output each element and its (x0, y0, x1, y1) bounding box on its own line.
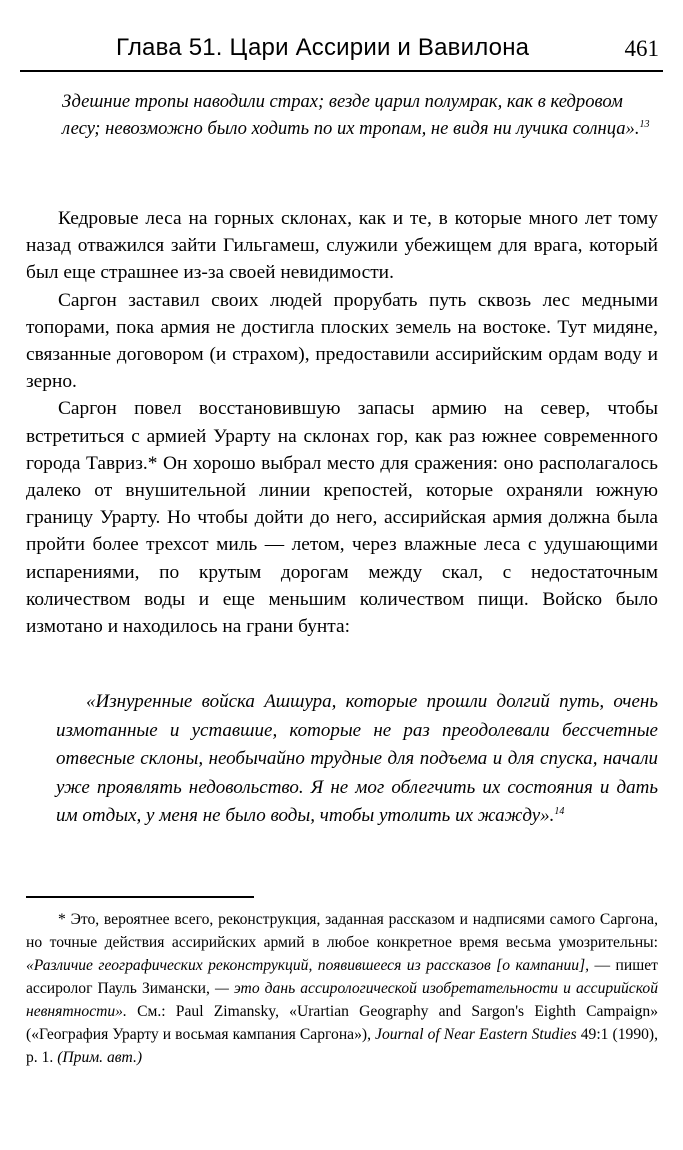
page-number: 461 (624, 36, 659, 61)
footnote-mark: * (58, 911, 71, 928)
epigraph-text: Здешние тропы наводили страх; везде царил полумрак, как в кедровом лесу; невозможно было ходить по их тропам, не видя ни лучика солнца». (62, 91, 640, 139)
footnote-quote-2: — это дань ассирологической изобретательности и ассирийской невнятности». (26, 980, 658, 1020)
body-text (26, 205, 658, 640)
footnote-ref-13: 13 (639, 119, 650, 130)
paragraph-3 (26, 395, 658, 640)
footnote-quote-1: «Различие географических реконструкций, появившееся из рассказов [о кампании], (26, 957, 590, 974)
footnote-text-1: Это, вероятнее всего, реконструкция, заданная рассказом и надписями самого Саргона, но точные действия ассирийских армий в любое конкретное время весьма умозрительны: (26, 911, 659, 951)
footnote-journal: Journal of Near Eastern Studies (375, 1026, 577, 1043)
epigraph-quote (62, 88, 658, 142)
footnote-author-note: (Прим. авт.) (57, 1049, 143, 1066)
block-quote-text: «Изнуренные войска Ашшура, которые прошли долгий путь, очень измотанные и уставшие, которые не раз преодолевали бессчетные отвесные склоны, необычайно трудные для подъема и для спуска, начали уже проявлять недовольство. Я не мог облегчить их состояния и дать им отдых, у меня не было воды, чтобы утолить их жажду». (56, 691, 658, 826)
block-quote (56, 688, 658, 831)
paragraph-3-text-a: Саргон повел восстановившую запасы армию на север, чтобы встретиться с армией Урарту на склонах гор, как раз южнее современного города Тавриз. (26, 398, 658, 474)
footnote-text-3: См.: Paul Zimansky, «Urartian Geography and Sargon's Eighth Campaign» («География Урарту и восьмая кампания Саргона»), (26, 1003, 658, 1043)
footnote-text-4: 49:1 (1990), p. 1. (26, 1026, 659, 1066)
paragraph-3-text-b: Он хорошо выбрал место для сражения: оно располагалось далеко от внушительной линии крепостей, которые охраняли южную границу Урарту. Но чтобы дойти до него, ассирийская армия должна была пройти более трехсот миль — летом, через влажные леса с удушающими испарениями, по крутым дорогам между скал, с недостаточным количеством воды и еще меньшим количеством пищи. Войско было измотано и находилось на грани бунта: (26, 452, 658, 638)
footnote-marker: * (147, 452, 158, 474)
footnote-divider (26, 896, 254, 898)
footnote (26, 908, 658, 1069)
page-title: Глава 51. Цари Ассирии и Вавилона (116, 34, 530, 61)
paragraph-1: Кедровые леса на горных склонах, как и те, в которые много лет тому назад отважился зайти Гильгамеш, служили убежищем для врага, который был еще страшнее из-за своей невидимости. (26, 208, 658, 284)
footnote-ref-14: 14 (554, 806, 565, 817)
paragraph-2: Саргон заставил своих людей прорубать путь сквозь лес медными топорами, пока армия не достигла плоских земель на востоке. Тут мидяне, связанные договором (и страхом), предоставили ассирийским ордам воду и зерно. (26, 289, 658, 393)
page-header (20, 28, 663, 72)
footnote-paragraph (26, 908, 658, 1069)
footnote-text-2: — пишет ассиролог Пауль Зимански, (26, 957, 658, 997)
